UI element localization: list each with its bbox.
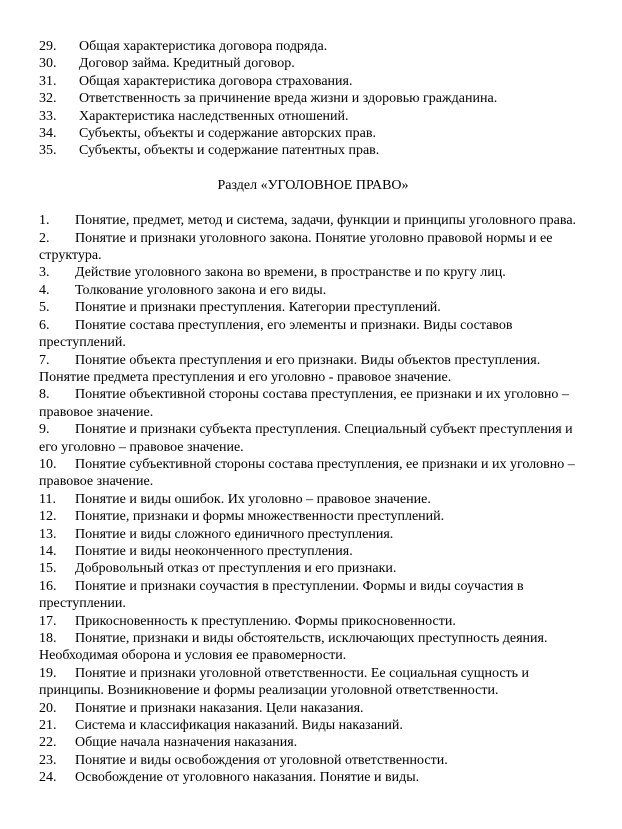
- item-number: 17.: [39, 613, 57, 629]
- item-text: Понятие субъективной стороны состава преступления, ее признаки и их уголовно – правовое значение.: [39, 456, 575, 490]
- item-text: Понятие и виды сложного единичного преступления.: [75, 526, 394, 542]
- item-text: Понятие объективной стороны состава преступления, ее признаки и их уголовно – правовое значение.: [39, 387, 569, 420]
- item-text: Понятие состава преступления, его элементы и признаки. Виды составов преступлений.: [39, 317, 513, 351]
- item-number: 11.: [39, 491, 56, 507]
- list-item: [39, 230, 587, 265]
- item-text: Договор займа. Кредитный договор.: [79, 56, 295, 72]
- list-item: [39, 421, 587, 456]
- item-number: 7.: [39, 352, 50, 368]
- item-text: Понятие и признаки соучастия в преступлении. Формы и виды соучастия в преступлении.: [39, 578, 524, 612]
- list-item: [39, 386, 587, 421]
- list-item: [39, 769, 587, 786]
- item-text: Понятие, признаки и виды обстоятельств, исключающих преступность деяния. Необходимая оборона и условия ее правомерности.: [39, 631, 548, 664]
- list-item: [39, 264, 587, 281]
- item-text: Понятие и признаки субъекта преступления. Специальный субъект преступления и его уголовно – правовое значение.: [39, 422, 573, 455]
- item-number: 23.: [39, 752, 57, 768]
- item-number: 14.: [39, 543, 57, 559]
- list-item: [39, 665, 587, 700]
- list-item: [39, 630, 587, 665]
- item-number: 16.: [39, 578, 57, 594]
- list-item: [39, 700, 587, 717]
- item-text: Понятие объекта преступления и его признаки. Виды объектов преступления. Понятие предмета преступления и его уголовно - правовое значение.: [39, 352, 541, 385]
- list-item: [39, 55, 587, 72]
- item-number: 33.: [39, 108, 57, 124]
- list-item: [39, 578, 587, 613]
- item-text: Субъекты, объекты и содержание патентных прав.: [79, 143, 380, 159]
- item-text: Ответственность за причинение вреда жизни и здоровью гражданина.: [79, 91, 498, 107]
- item-number: 30.: [39, 56, 57, 72]
- item-number: 22.: [39, 735, 57, 751]
- civil-law-question-list: [39, 38, 587, 160]
- item-number: 9.: [39, 422, 50, 438]
- item-number: 12.: [39, 509, 57, 525]
- item-text: Общая характеристика договора страхования.: [79, 73, 353, 89]
- list-item: [39, 508, 587, 525]
- list-item: [39, 613, 587, 630]
- item-text: Понятие и признаки наказания. Цели наказания.: [75, 700, 364, 716]
- item-number: 35.: [39, 143, 57, 159]
- list-item: [39, 717, 587, 734]
- list-item: [39, 125, 587, 142]
- item-text: Понятие, предмет, метод и система, задачи, функции и принципы уголовного права.: [75, 213, 577, 229]
- item-text: Действие уголовного закона во времени, в пространстве и по кругу лиц.: [75, 265, 506, 281]
- section-title: Раздел «УГОЛОВНОЕ ПРАВО»: [217, 177, 409, 193]
- item-number: 34.: [39, 126, 57, 142]
- item-text: Добровольный отказ от преступления и его признаки.: [75, 561, 397, 577]
- list-item: [39, 282, 587, 299]
- list-item: [39, 317, 587, 352]
- criminal-law-question-list: [39, 212, 587, 786]
- item-number: 24.: [39, 770, 57, 786]
- item-number: 15.: [39, 561, 57, 577]
- item-text: Понятие и виды освобождения от уголовной ответственности.: [75, 752, 448, 768]
- list-item: [39, 73, 587, 90]
- item-number: 31.: [39, 73, 57, 89]
- item-text: Общие начала назначения наказания.: [75, 735, 298, 751]
- item-number: 32.: [39, 91, 57, 107]
- item-text: Толкование уголовного закона и его виды.: [75, 282, 327, 298]
- list-item: [39, 352, 587, 387]
- item-number: 2.: [39, 230, 50, 246]
- item-number: 8.: [39, 387, 50, 403]
- item-number: 21.: [39, 718, 57, 734]
- item-text: Понятие и признаки уголовного закона. Понятие уголовно правовой нормы и ее структура.: [39, 230, 553, 264]
- item-number: 10.: [39, 456, 57, 472]
- list-item: [39, 456, 587, 491]
- list-item: [39, 491, 587, 508]
- list-item: [39, 543, 587, 560]
- item-text: Понятие, признаки и формы множественности преступлений.: [75, 509, 445, 525]
- item-text: Понятие и виды неоконченного преступления.: [75, 543, 353, 559]
- item-text: Понятие и признаки преступления. Категории преступлений.: [75, 300, 441, 316]
- item-number: 6.: [39, 317, 50, 333]
- list-item: [39, 142, 587, 159]
- list-item: [39, 299, 587, 316]
- list-item: [39, 526, 587, 543]
- item-text: Характеристика наследственных отношений.: [79, 108, 349, 124]
- list-item: [39, 560, 587, 577]
- item-text: Система и классификация наказаний. Виды наказаний.: [75, 718, 403, 734]
- item-text: Освобождение от уголовного наказания. Понятие и виды.: [75, 770, 420, 786]
- list-item: [39, 734, 587, 751]
- list-item: [39, 212, 587, 229]
- item-text: Понятие и признаки уголовной ответственности. Ее социальная сущность и принципы. Возникновение и формы реализации уголовной ответственности.: [39, 665, 530, 699]
- item-number: 5.: [39, 300, 50, 316]
- item-text: Общая характеристика договора подряда.: [79, 39, 328, 54]
- item-number: 18.: [39, 631, 57, 646]
- list-item: [39, 752, 587, 769]
- item-number: 19.: [39, 665, 57, 681]
- item-number: 1.: [39, 213, 50, 229]
- item-number: 3.: [39, 265, 50, 281]
- item-number: 13.: [39, 526, 57, 542]
- item-text: Субъекты, объекты и содержание авторских прав.: [79, 126, 377, 142]
- item-number: 29.: [39, 39, 57, 54]
- list-item: [39, 108, 587, 125]
- item-number: 4.: [39, 282, 50, 298]
- document-page: [39, 38, 587, 787]
- item-text: Понятие и виды ошибок. Их уголовно – правовое значение.: [75, 491, 431, 507]
- list-item: [39, 38, 587, 55]
- item-number: 20.: [39, 700, 57, 716]
- list-item: [39, 90, 587, 107]
- item-text: Прикосновенность к преступлению. Формы прикосновенности.: [75, 613, 456, 629]
